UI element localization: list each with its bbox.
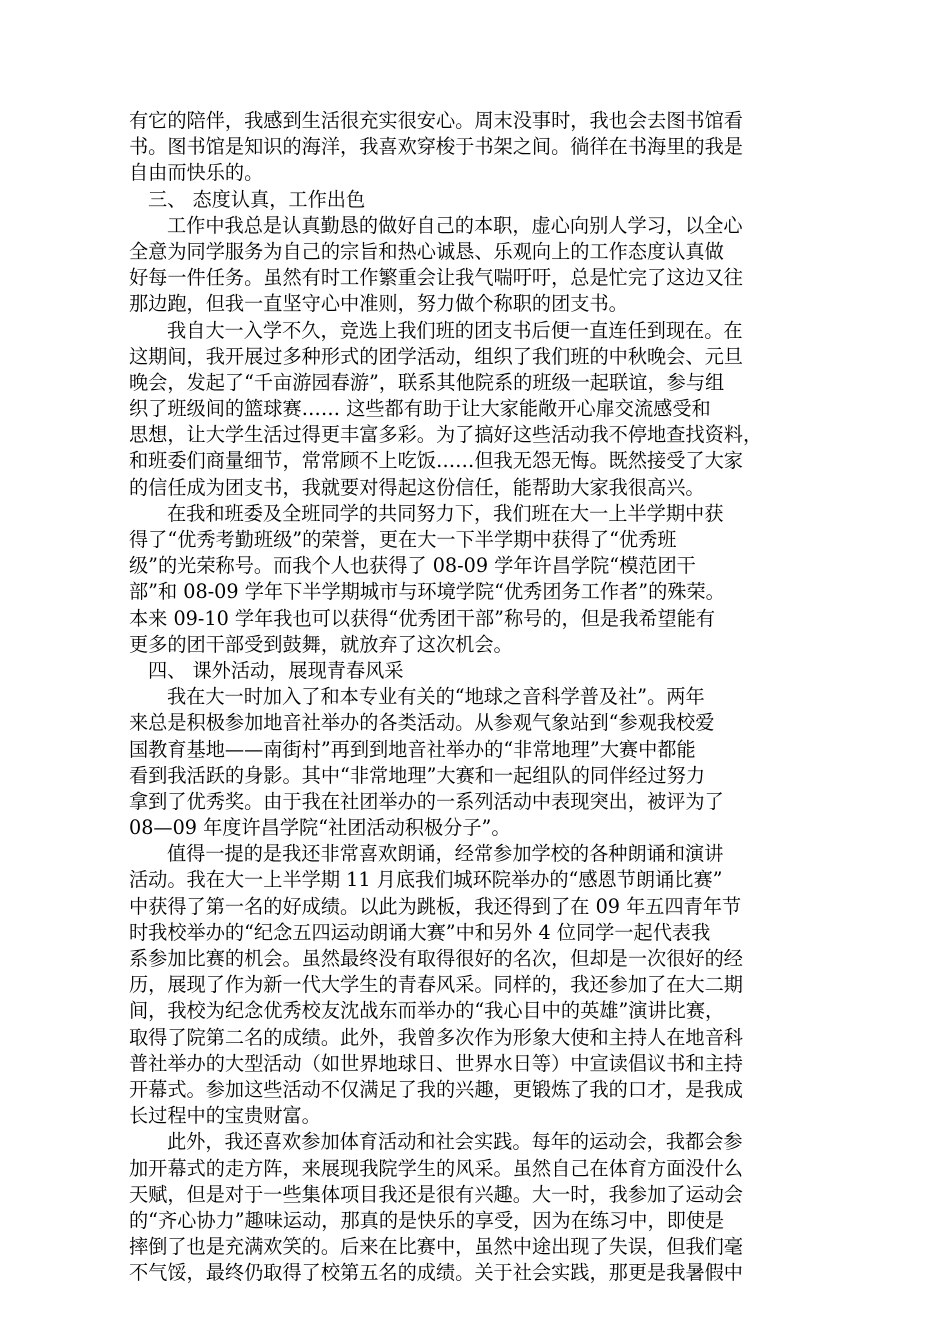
text-line: 级”的光荣称号。而我个人也获得了 08-09 学年许昌学院“模范团干 bbox=[129, 554, 696, 578]
text-line: 取得了院第二名的成绩。此外，我曾多次作为形象大使和主持人在地音科 bbox=[129, 1025, 743, 1049]
text-line: 好每一件任务。虽然有时工作繁重会让我气喘吁吁，总是忙完了这边又往 bbox=[129, 266, 743, 290]
text-line: 的信任成为团支书，我就要对得起这份信任，能帮助大家我很高兴。 bbox=[129, 475, 705, 499]
text-line: 有它的陪伴，我感到生活很充实很安心。周末没事时，我也会去图书馆看 bbox=[129, 109, 743, 132]
text-line: 工作中我总是认真勤恳的做好自己的本职，虚心向别人学习，以全心 bbox=[167, 213, 743, 237]
text-line: 国教育基地——南街村”再到到地音社举办的“非常地理”大赛中都能 bbox=[129, 737, 696, 761]
text-line: 活动。我在大一上半学期 11 月底我们城环院举办的“感恩节朗诵比赛” bbox=[129, 868, 723, 892]
text-line: 加开幕式的走方阵，来展现我院学生的风采。虽然自己在体育方面没什么 bbox=[129, 1156, 743, 1180]
text-line: 来总是积极参加地音社举办的各类活动。从参观气象站到“参观我校爱 bbox=[129, 711, 715, 735]
text-line: 部”和 08-09 学年下半学期城市与环境学院“优秀团务工作者”的殊荣。 bbox=[129, 580, 725, 604]
text-line: 中获得了第一名的好成绩。以此为跳板，我还得到了在 09 年五四青年节 bbox=[129, 894, 742, 918]
section-heading: 三、 态度认真，工作出色 bbox=[148, 187, 366, 211]
text-line: 长过程中的宝贵财富。 bbox=[129, 1104, 321, 1128]
text-line: 我自大一入学不久，竞选上我们班的团支书后便一直连任到现在。在 bbox=[167, 318, 743, 342]
text-line: 晚会，发起了“千亩游园春游”，联系其他院系的班级一起联谊，参与组 bbox=[129, 370, 725, 394]
text-line: 织了班级间的篮球赛…… 这些都有助于让大家能敞开心扉交流感受和 bbox=[129, 397, 711, 421]
text-line: 普社举办的大型活动（如世界地球日、世界水日等）中宣读倡议书和主持 bbox=[129, 1051, 743, 1075]
text-line: 摔倒了也是充满欢笑的。后来在比赛中，虽然中途出现了失误，但我们毫 bbox=[129, 1235, 743, 1259]
text-line: 时我校举办的“纪念五四运动朗诵大赛”中和另外 4 位同学一起代表我 bbox=[129, 920, 711, 944]
text-line: 系参加比赛的机会。虽然最终没有取得很好的名次，但却是一次很好的经 bbox=[129, 947, 743, 970]
text-line: 开幕式。参加这些活动不仅满足了我的兴趣，更锻炼了我的口才，是我成 bbox=[129, 1077, 743, 1101]
text-line: 拿到了优秀奖。由于我在社团举办的一系列活动中表现突出，被评为了 bbox=[129, 789, 724, 813]
document-body bbox=[129, 108, 835, 1286]
text-line: 得了“优秀考勤班级”的荣誉，更在大一下半学期中获得了“优秀班 bbox=[129, 528, 677, 551]
section-heading: 四、 课外活动，展现青春风采 bbox=[148, 658, 404, 682]
text-line: 不气馁，最终仍取得了校第五名的成绩。关于社会实践，那更是我暑假中 bbox=[129, 1261, 743, 1285]
text-line: 间，我校为纪念优秀校友沈战东而举办的“我心目中的英雄”演讲比赛， bbox=[129, 999, 725, 1023]
text-line: 自由而快乐的。 bbox=[129, 161, 264, 185]
text-line: 这期间，我开展过多种形式的团学活动，组织了我们班的中秋晚会、元旦 bbox=[129, 344, 743, 368]
text-line: 在我和班委及全班同学的共同努力下，我们班在大一上半学期中获 bbox=[167, 501, 724, 525]
text-line: 此外，我还喜欢参加体育活动和社会实践。每年的运动会，我都会参 bbox=[167, 1130, 743, 1154]
text-line: 全意为同学服务为自己的宗旨和热心诚恳、乐观向上的工作态度认真做 bbox=[129, 239, 724, 263]
text-line: 书。图书馆是知识的海洋，我喜欢穿梭于书架之间。徜徉在书海里的我是 bbox=[129, 135, 743, 159]
text-line: 值得一提的是我还非常喜欢朗诵，经常参加学校的各种朗诵和演讲 bbox=[167, 842, 724, 866]
text-line: 本来 09-10 学年我也可以获得“优秀团干部”称号的，但是我希望能有 bbox=[129, 606, 716, 630]
text-line: 的“齐心协力”趣味运动，那真的是快乐的享受，因为在练习中，即使是 bbox=[129, 1208, 725, 1232]
text-line: 那边跑，但我一直坚守心中准则，努力做个称职的团支书。 bbox=[129, 292, 628, 316]
text-line: 看到我活跃的身影。其中“非常地理”大赛和一起组队的同伴经过努力 bbox=[129, 763, 706, 787]
text-line: 和班委们商量细节，常常顾不上吃饭……但我无怨无悔。既然接受了大家 bbox=[129, 449, 743, 473]
text-line: 思想，让大学生活过得更丰富多彩。为了搞好这些活动我不停地查找资料， bbox=[129, 423, 763, 447]
text-line: 08—09 年度许昌学院“社团活动积极分子”。 bbox=[129, 816, 511, 840]
text-line: 更多的团干部受到鼓舞，就放弃了这次机会。 bbox=[129, 632, 513, 656]
text-line: 天赋，但是对于一些集体项目我还是很有兴趣。大一时，我参加了运动会 bbox=[129, 1182, 743, 1206]
text-line: 我在大一时加入了和本专业有关的“地球之音科学普及社”。两年 bbox=[167, 685, 705, 709]
text-line: 历，展现了作为新一代大学生的青春风采。同样的，我还参加了在大二期 bbox=[129, 973, 743, 997]
